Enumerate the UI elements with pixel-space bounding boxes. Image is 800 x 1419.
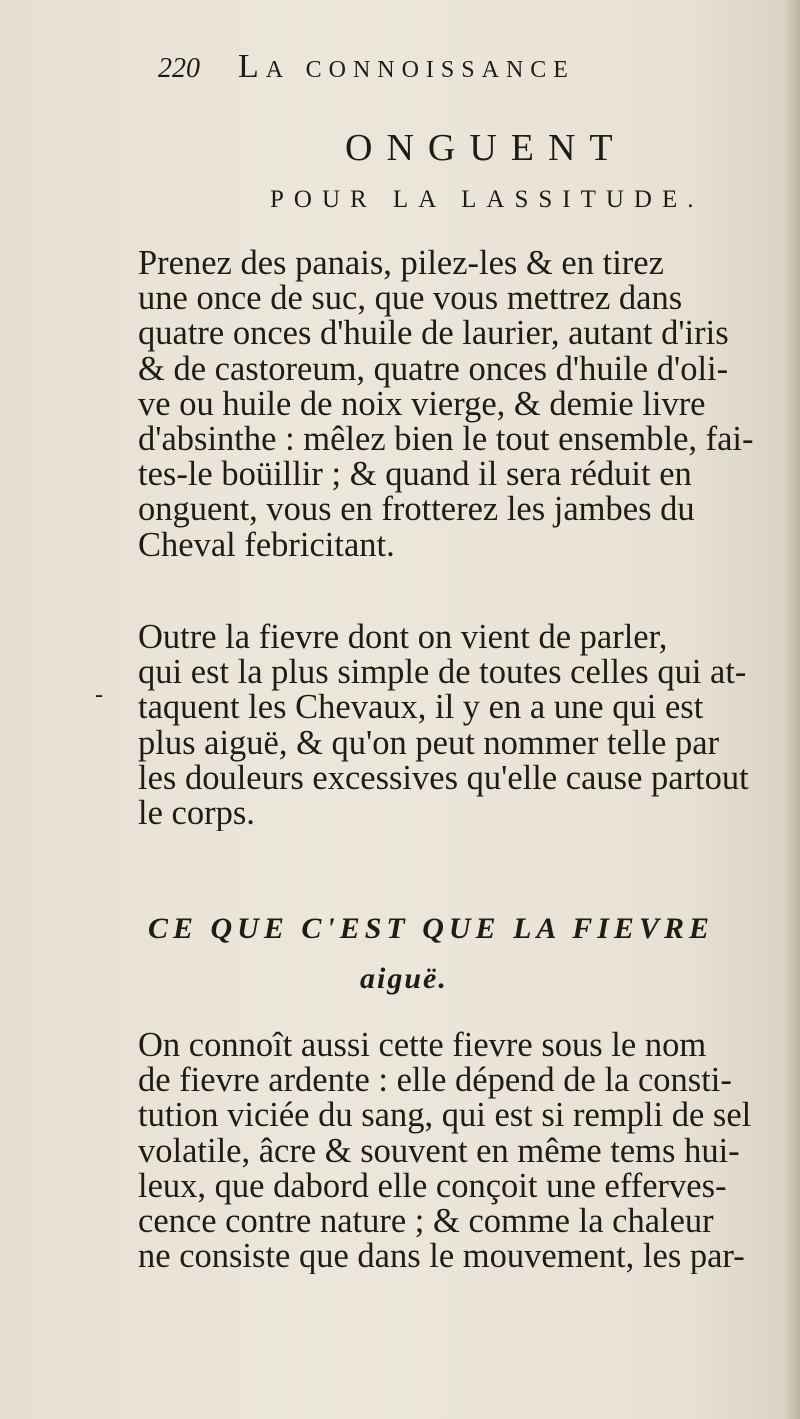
text-line: leux, que dabord elle conçoit une efferves- bbox=[138, 1166, 727, 1205]
text-line: ne consiste que dans le mouvement, les par- bbox=[138, 1237, 745, 1275]
heading-main: ONGUENT bbox=[345, 127, 627, 169]
text-line: Outre la fievre dont on vient de parler, bbox=[138, 620, 668, 656]
text-line: onguent, vous en frotterez les jambes du bbox=[138, 490, 695, 529]
section-title: CE QUE C'EST QUE LA FIEVRE bbox=[148, 912, 714, 945]
text-line: cence contre nature ; & comme la chaleur bbox=[138, 1201, 714, 1240]
text-line: le corps. bbox=[138, 793, 255, 832]
text-line: tes-le boüillir ; & quand il sera réduit en bbox=[138, 455, 692, 494]
text-line: les douleurs excessives qu'elle cause partout bbox=[138, 758, 749, 797]
text-line: d'absinthe : mêlez bien le tout ensemble, fai- bbox=[138, 419, 754, 458]
paragraph-recipe bbox=[138, 246, 798, 563]
text-line: volatile, âcre & souvent en même tems hui- bbox=[138, 1131, 740, 1170]
text-line: taquent les Chevaux, il y en a une qui est bbox=[138, 688, 704, 727]
running-title: La connoissance bbox=[238, 48, 575, 85]
text-line: & de castoreum, quatre onces d'huile d'oli- bbox=[138, 349, 729, 388]
text-line: quatre onces d'huile de laurier, autant d'iris bbox=[138, 314, 729, 353]
text-line: qui est la plus simple de toutes celles qui at- bbox=[138, 653, 747, 692]
text-line: tution viciée du sang, qui est si rempli de sel bbox=[138, 1096, 752, 1135]
running-head bbox=[158, 48, 718, 96]
page-number: 220 bbox=[158, 53, 200, 84]
text-line: Prenez des panais, pilez-les & en tirez bbox=[138, 246, 664, 282]
paragraph-fever-ardent bbox=[138, 1028, 798, 1274]
text-line: ve ou huile de noix vierge, & demie livre bbox=[138, 384, 706, 423]
text-line: de fievre ardente : elle dépend de la consti- bbox=[138, 1061, 732, 1100]
text-line: une once de suc, que vous mettrez dans bbox=[138, 279, 683, 318]
section-title-continued: aiguë. bbox=[360, 962, 448, 995]
paragraph-fever-intro bbox=[138, 620, 798, 831]
text-line: plus aiguë, & qu'on peut nommer telle par bbox=[138, 723, 720, 762]
text-line: Cheval febricitant. bbox=[138, 525, 395, 563]
margin-dash: - bbox=[95, 682, 103, 708]
heading-sub: POUR LA LASSITUDE. bbox=[270, 186, 704, 213]
text-line: On connoît aussi cette fievre sous le nom bbox=[138, 1028, 707, 1064]
